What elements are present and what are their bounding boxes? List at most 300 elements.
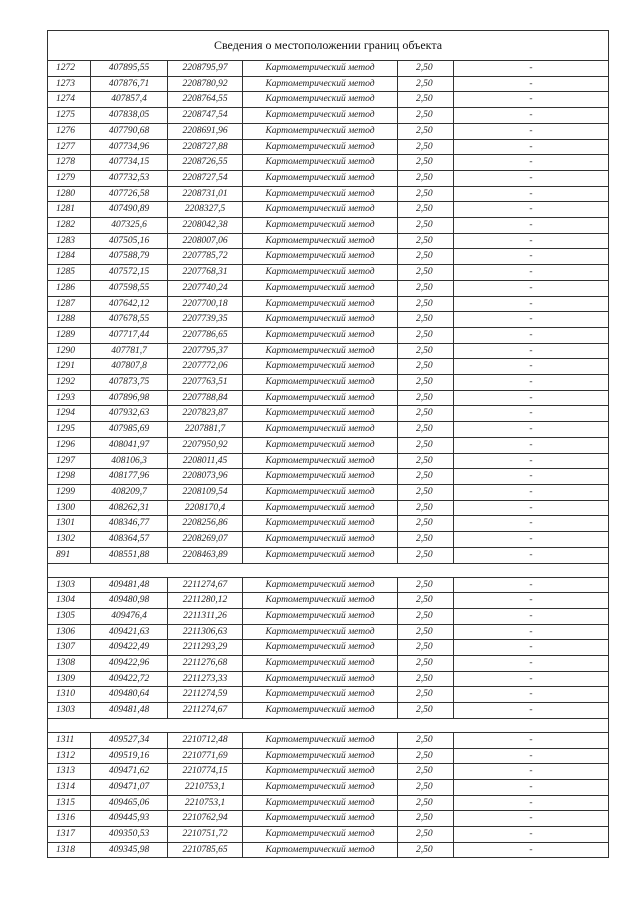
description-cell: - (454, 453, 609, 469)
method-cell: Картометрический метод (243, 218, 398, 234)
coord-x: 407895,55 (91, 61, 168, 77)
point-number: 1310 (48, 687, 91, 703)
accuracy-cell: 2,50 (398, 703, 454, 719)
point-number: 1284 (48, 249, 91, 265)
coord-x: 409480,98 (91, 593, 168, 609)
table-row (48, 827, 609, 843)
accuracy-cell: 2,50 (398, 123, 454, 139)
point-number: 1299 (48, 484, 91, 500)
method-cell: Картометрический метод (243, 703, 398, 719)
description-cell: - (454, 748, 609, 764)
accuracy-cell: 2,50 (398, 139, 454, 155)
coord-x: 409481,48 (91, 577, 168, 593)
description-cell: - (454, 155, 609, 171)
point-number: 1272 (48, 61, 91, 77)
method-cell: Картометрический метод (243, 108, 398, 124)
description-cell: - (454, 516, 609, 532)
description-cell: - (454, 608, 609, 624)
coord-x: 409350,53 (91, 827, 168, 843)
accuracy-cell: 2,50 (398, 593, 454, 609)
table-row (48, 842, 609, 858)
table-row (48, 437, 609, 453)
accuracy-cell: 2,50 (398, 202, 454, 218)
accuracy-cell: 2,50 (398, 811, 454, 827)
method-cell: Картометрический метод (243, 249, 398, 265)
method-cell: Картометрический метод (243, 453, 398, 469)
table-row (48, 108, 609, 124)
table-row (48, 748, 609, 764)
accuracy-cell: 2,50 (398, 547, 454, 563)
description-cell: - (454, 827, 609, 843)
coord-y: 2208256,86 (168, 516, 243, 532)
accuracy-cell: 2,50 (398, 779, 454, 795)
accuracy-cell: 2,50 (398, 732, 454, 748)
description-cell: - (454, 732, 609, 748)
table-row (48, 577, 609, 593)
coord-x: 407734,96 (91, 139, 168, 155)
document-page (47, 30, 608, 858)
method-cell: Картометрический метод (243, 422, 398, 438)
accuracy-cell: 2,50 (398, 422, 454, 438)
coord-y: 2207785,72 (168, 249, 243, 265)
description-cell: - (454, 312, 609, 328)
table-row (48, 296, 609, 312)
method-cell: Картометрический метод (243, 764, 398, 780)
accuracy-cell: 2,50 (398, 624, 454, 640)
table-row (48, 608, 609, 624)
point-number: 1303 (48, 577, 91, 593)
coord-x: 407932,63 (91, 406, 168, 422)
accuracy-cell: 2,50 (398, 484, 454, 500)
point-number: 1317 (48, 827, 91, 843)
table-row (48, 779, 609, 795)
method-cell: Картометрический метод (243, 500, 398, 516)
coord-x: 409422,49 (91, 640, 168, 656)
coord-y: 2208463,89 (168, 547, 243, 563)
point-number: 1296 (48, 437, 91, 453)
method-cell: Картометрический метод (243, 608, 398, 624)
point-number: 1315 (48, 795, 91, 811)
point-number: 1307 (48, 640, 91, 656)
method-cell: Картометрический метод (243, 406, 398, 422)
coord-x: 407678,55 (91, 312, 168, 328)
point-number: 1300 (48, 500, 91, 516)
description-cell: - (454, 500, 609, 516)
description-cell: - (454, 547, 609, 563)
table-row (48, 249, 609, 265)
point-number: 1280 (48, 186, 91, 202)
table-row (48, 218, 609, 234)
description-cell: - (454, 469, 609, 485)
accuracy-cell: 2,50 (398, 532, 454, 548)
coord-y: 2207768,31 (168, 265, 243, 281)
accuracy-cell: 2,50 (398, 186, 454, 202)
table-row (48, 547, 609, 563)
method-cell: Картометрический метод (243, 484, 398, 500)
coord-y: 2210751,72 (168, 827, 243, 843)
accuracy-cell: 2,50 (398, 795, 454, 811)
point-number: 1311 (48, 732, 91, 748)
coord-x: 409422,72 (91, 671, 168, 687)
method-cell: Картометрический метод (243, 516, 398, 532)
description-cell: - (454, 233, 609, 249)
accuracy-cell: 2,50 (398, 827, 454, 843)
boundary-table (47, 30, 609, 858)
point-number: 1287 (48, 296, 91, 312)
point-number: 1312 (48, 748, 91, 764)
accuracy-cell: 2,50 (398, 76, 454, 92)
method-cell: Картометрический метод (243, 170, 398, 186)
point-number: 1281 (48, 202, 91, 218)
method-cell: Картометрический метод (243, 92, 398, 108)
description-cell: - (454, 703, 609, 719)
table-row (48, 343, 609, 359)
coord-y: 2208726,55 (168, 155, 243, 171)
coord-x: 408041,97 (91, 437, 168, 453)
coord-x: 408551,88 (91, 547, 168, 563)
point-number: 1273 (48, 76, 91, 92)
coord-y: 2210774,15 (168, 764, 243, 780)
description-cell: - (454, 764, 609, 780)
accuracy-cell: 2,50 (398, 748, 454, 764)
point-number: 1303 (48, 703, 91, 719)
coord-x: 408364,57 (91, 532, 168, 548)
point-number: 1290 (48, 343, 91, 359)
coord-x: 407838,05 (91, 108, 168, 124)
coord-y: 2208007,06 (168, 233, 243, 249)
coord-y: 2208795,97 (168, 61, 243, 77)
description-cell: - (454, 296, 609, 312)
group-separator (48, 563, 609, 577)
table-row (48, 500, 609, 516)
method-cell: Картометрический метод (243, 437, 398, 453)
point-number: 1301 (48, 516, 91, 532)
point-number: 1291 (48, 359, 91, 375)
point-number: 1309 (48, 671, 91, 687)
description-cell: - (454, 532, 609, 548)
coord-y: 2207881,7 (168, 422, 243, 438)
accuracy-cell: 2,50 (398, 842, 454, 858)
coord-x: 408177,96 (91, 469, 168, 485)
method-cell: Картометрический метод (243, 732, 398, 748)
point-number: 1275 (48, 108, 91, 124)
coord-x: 407490,89 (91, 202, 168, 218)
accuracy-cell: 2,50 (398, 312, 454, 328)
point-number: 1292 (48, 375, 91, 391)
point-number: 1274 (48, 92, 91, 108)
coord-y: 2208170,4 (168, 500, 243, 516)
coord-x: 407732,53 (91, 170, 168, 186)
coord-x: 409471,62 (91, 764, 168, 780)
coord-y: 2208109,54 (168, 484, 243, 500)
accuracy-cell: 2,50 (398, 233, 454, 249)
table-row (48, 656, 609, 672)
coord-y: 2207795,37 (168, 343, 243, 359)
description-cell: - (454, 671, 609, 687)
coord-x: 409476,4 (91, 608, 168, 624)
method-cell: Картометрический метод (243, 748, 398, 764)
description-cell: - (454, 842, 609, 858)
point-number: 1297 (48, 453, 91, 469)
accuracy-cell: 2,50 (398, 92, 454, 108)
description-cell: - (454, 218, 609, 234)
coord-y: 2208747,54 (168, 108, 243, 124)
accuracy-cell: 2,50 (398, 155, 454, 171)
table-row (48, 484, 609, 500)
point-number: 1282 (48, 218, 91, 234)
description-cell: - (454, 92, 609, 108)
coord-x: 409445,93 (91, 811, 168, 827)
table-row (48, 516, 609, 532)
table-row (48, 375, 609, 391)
coord-y: 2211274,59 (168, 687, 243, 703)
description-cell: - (454, 640, 609, 656)
accuracy-cell: 2,50 (398, 406, 454, 422)
point-number: 1302 (48, 532, 91, 548)
description-cell: - (454, 343, 609, 359)
point-number: 1293 (48, 390, 91, 406)
coord-x: 409421,63 (91, 624, 168, 640)
method-cell: Картометрический метод (243, 375, 398, 391)
point-number: 1308 (48, 656, 91, 672)
table-row (48, 265, 609, 281)
coord-y: 2211274,67 (168, 577, 243, 593)
coord-x: 407588,79 (91, 249, 168, 265)
method-cell: Картометрический метод (243, 296, 398, 312)
coord-x: 407807,8 (91, 359, 168, 375)
method-cell: Картометрический метод (243, 687, 398, 703)
coord-y: 2207739,35 (168, 312, 243, 328)
coord-y: 2208731,01 (168, 186, 243, 202)
coord-x: 409465,06 (91, 795, 168, 811)
coord-y: 2208780,92 (168, 76, 243, 92)
separator-cell (48, 718, 609, 732)
accuracy-cell: 2,50 (398, 265, 454, 281)
table-row (48, 390, 609, 406)
method-cell: Картометрический метод (243, 265, 398, 281)
coord-y: 2207763,51 (168, 375, 243, 391)
method-cell: Картометрический метод (243, 624, 398, 640)
method-cell: Картометрический метод (243, 469, 398, 485)
coord-x: 409480,64 (91, 687, 168, 703)
point-number: 1288 (48, 312, 91, 328)
coord-x: 409481,48 (91, 703, 168, 719)
accuracy-cell: 2,50 (398, 656, 454, 672)
description-cell: - (454, 687, 609, 703)
table-row (48, 703, 609, 719)
accuracy-cell: 2,50 (398, 359, 454, 375)
coord-x: 407325,6 (91, 218, 168, 234)
coord-x: 407717,44 (91, 327, 168, 343)
method-cell: Картометрический метод (243, 280, 398, 296)
method-cell: Картометрический метод (243, 359, 398, 375)
coord-y: 2210771,69 (168, 748, 243, 764)
coord-x: 409527,34 (91, 732, 168, 748)
group-separator (48, 718, 609, 732)
coord-x: 407876,71 (91, 76, 168, 92)
method-cell: Картометрический метод (243, 577, 398, 593)
coord-y: 2208011,45 (168, 453, 243, 469)
method-cell: Картометрический метод (243, 202, 398, 218)
coord-x: 407857,4 (91, 92, 168, 108)
coord-y: 2207950,92 (168, 437, 243, 453)
method-cell: Картометрический метод (243, 671, 398, 687)
coord-y: 2211274,67 (168, 703, 243, 719)
coord-x: 408262,31 (91, 500, 168, 516)
coord-y: 2208764,55 (168, 92, 243, 108)
table-row (48, 640, 609, 656)
point-number: 1289 (48, 327, 91, 343)
coord-y: 2210785,65 (168, 842, 243, 858)
description-cell: - (454, 437, 609, 453)
table-row (48, 671, 609, 687)
method-cell: Картометрический метод (243, 640, 398, 656)
method-cell: Картометрический метод (243, 155, 398, 171)
description-cell: - (454, 76, 609, 92)
coord-y: 2210753,1 (168, 779, 243, 795)
accuracy-cell: 2,50 (398, 640, 454, 656)
accuracy-cell: 2,50 (398, 296, 454, 312)
description-cell: - (454, 624, 609, 640)
point-number: 1316 (48, 811, 91, 827)
coord-x: 409422,96 (91, 656, 168, 672)
coord-x: 407790,68 (91, 123, 168, 139)
coord-y: 2211311,26 (168, 608, 243, 624)
method-cell: Картометрический метод (243, 811, 398, 827)
table-row (48, 453, 609, 469)
coord-y: 2208269,07 (168, 532, 243, 548)
table-row (48, 532, 609, 548)
point-number: 1313 (48, 764, 91, 780)
coord-y: 2208727,88 (168, 139, 243, 155)
accuracy-cell: 2,50 (398, 343, 454, 359)
description-cell: - (454, 422, 609, 438)
point-number: 1314 (48, 779, 91, 795)
description-cell: - (454, 123, 609, 139)
accuracy-cell: 2,50 (398, 671, 454, 687)
accuracy-cell: 2,50 (398, 577, 454, 593)
method-cell: Картометрический метод (243, 312, 398, 328)
coord-y: 2208327,5 (168, 202, 243, 218)
table-row (48, 732, 609, 748)
table-row (48, 123, 609, 139)
point-number: 1277 (48, 139, 91, 155)
method-cell: Картометрический метод (243, 233, 398, 249)
table-row (48, 155, 609, 171)
method-cell: Картометрический метод (243, 390, 398, 406)
description-cell: - (454, 327, 609, 343)
accuracy-cell: 2,50 (398, 764, 454, 780)
point-number: 891 (48, 547, 91, 563)
method-cell: Картометрический метод (243, 827, 398, 843)
point-number: 1295 (48, 422, 91, 438)
accuracy-cell: 2,50 (398, 516, 454, 532)
accuracy-cell: 2,50 (398, 375, 454, 391)
point-number: 1305 (48, 608, 91, 624)
coord-x: 407505,16 (91, 233, 168, 249)
coord-y: 2208691,96 (168, 123, 243, 139)
description-cell: - (454, 779, 609, 795)
table-row (48, 61, 609, 77)
coord-x: 409471,07 (91, 779, 168, 795)
method-cell: Картометрический метод (243, 139, 398, 155)
description-cell: - (454, 795, 609, 811)
table-row (48, 811, 609, 827)
point-number: 1298 (48, 469, 91, 485)
coord-y: 2210762,94 (168, 811, 243, 827)
table-row (48, 139, 609, 155)
coord-y: 2207786,65 (168, 327, 243, 343)
method-cell: Картометрический метод (243, 327, 398, 343)
coord-x: 407896,98 (91, 390, 168, 406)
table-row (48, 406, 609, 422)
separator-cell (48, 563, 609, 577)
point-number: 1318 (48, 842, 91, 858)
accuracy-cell: 2,50 (398, 608, 454, 624)
coord-y: 2210712,48 (168, 732, 243, 748)
method-cell: Картометрический метод (243, 61, 398, 77)
boundary-table-body (48, 31, 609, 858)
table-row (48, 469, 609, 485)
table-row (48, 327, 609, 343)
method-cell: Картометрический метод (243, 547, 398, 563)
title-row (48, 31, 609, 61)
accuracy-cell: 2,50 (398, 687, 454, 703)
point-number: 1306 (48, 624, 91, 640)
accuracy-cell: 2,50 (398, 108, 454, 124)
accuracy-cell: 2,50 (398, 390, 454, 406)
coord-x: 409345,98 (91, 842, 168, 858)
coord-x: 407734,15 (91, 155, 168, 171)
point-number: 1276 (48, 123, 91, 139)
method-cell: Картометрический метод (243, 343, 398, 359)
accuracy-cell: 2,50 (398, 327, 454, 343)
table-row (48, 202, 609, 218)
accuracy-cell: 2,50 (398, 500, 454, 516)
table-row (48, 312, 609, 328)
accuracy-cell: 2,50 (398, 218, 454, 234)
accuracy-cell: 2,50 (398, 453, 454, 469)
description-cell: - (454, 359, 609, 375)
coord-y: 2211293,29 (168, 640, 243, 656)
description-cell: - (454, 139, 609, 155)
accuracy-cell: 2,50 (398, 170, 454, 186)
point-number: 1294 (48, 406, 91, 422)
description-cell: - (454, 406, 609, 422)
coord-y: 2208727,54 (168, 170, 243, 186)
point-number: 1278 (48, 155, 91, 171)
coord-x: 409519,16 (91, 748, 168, 764)
accuracy-cell: 2,50 (398, 61, 454, 77)
coord-x: 407572,15 (91, 265, 168, 281)
description-cell: - (454, 202, 609, 218)
description-cell: - (454, 265, 609, 281)
method-cell: Картометрический метод (243, 593, 398, 609)
table-row (48, 624, 609, 640)
description-cell: - (454, 577, 609, 593)
description-cell: - (454, 593, 609, 609)
table-row (48, 687, 609, 703)
description-cell: - (454, 186, 609, 202)
coord-x: 407873,75 (91, 375, 168, 391)
description-cell: - (454, 811, 609, 827)
table-row (48, 764, 609, 780)
table-row (48, 593, 609, 609)
description-cell: - (454, 108, 609, 124)
accuracy-cell: 2,50 (398, 280, 454, 296)
table-row (48, 280, 609, 296)
method-cell: Картометрический метод (243, 123, 398, 139)
